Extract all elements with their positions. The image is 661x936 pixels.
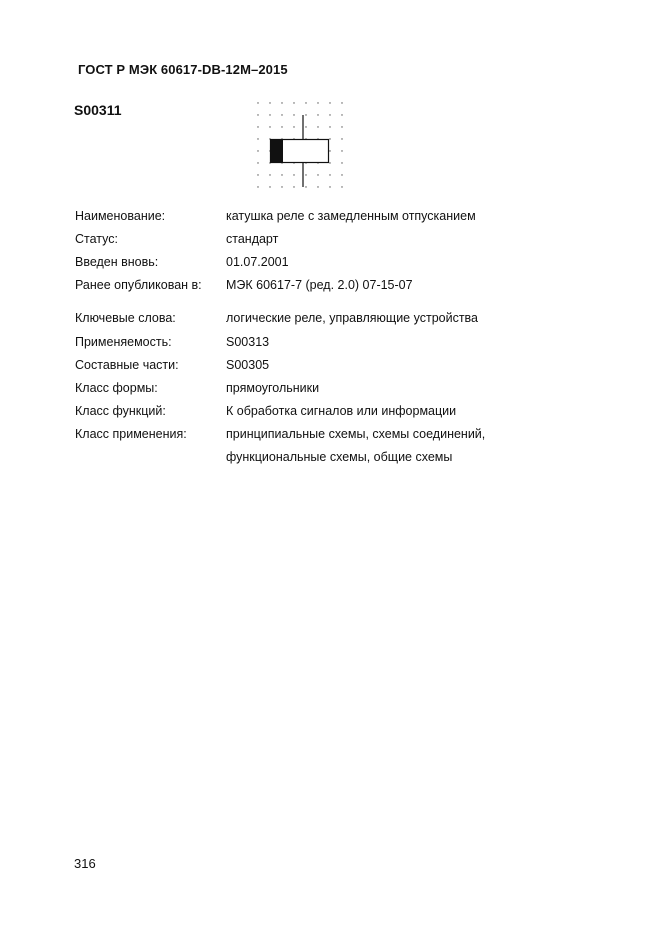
grid-dot <box>341 162 342 163</box>
field-row <box>75 376 485 399</box>
grid-dot <box>341 186 342 187</box>
symbol-code: S00311 <box>74 102 122 118</box>
field-value: МЭК 60617-7 (ред. 2.0) 07-15-07 <box>226 278 413 293</box>
grid-dot <box>341 174 342 175</box>
field-label: Класс функций: <box>75 404 166 419</box>
grid-dot <box>281 126 282 127</box>
field-value: S00313 <box>226 334 270 349</box>
grid-dot <box>305 174 306 175</box>
grid-dot <box>305 102 306 103</box>
grid-dot <box>269 174 270 175</box>
grid-dot <box>257 174 258 175</box>
grid-dot <box>341 150 342 151</box>
grid-dot <box>329 186 330 187</box>
field-value: принципиальные схемы, схемы соединений, <box>226 427 486 442</box>
grid-dot <box>293 102 294 103</box>
field-value: логические реле, управляющие устройства <box>226 311 479 326</box>
field-label: Класс формы: <box>75 380 158 395</box>
grid-dot <box>257 102 258 103</box>
section-gap <box>75 297 485 307</box>
grid-dot <box>329 102 330 103</box>
field-row <box>75 446 485 469</box>
document-header: ГОСТ Р МЭК 60617-DB-12M–2015 <box>78 62 288 77</box>
field-label: Ключевые слова: <box>75 311 176 326</box>
grid-dot <box>341 114 342 115</box>
grid-dot <box>305 114 306 115</box>
grid-dot <box>269 186 270 187</box>
grid-dot <box>281 186 282 187</box>
field-value: катушка реле с замедленным отпусканием <box>226 208 476 223</box>
field-row <box>75 330 485 353</box>
grid-dot <box>269 102 270 103</box>
grid-dot <box>269 114 270 115</box>
grid-dot <box>329 174 330 175</box>
grid-dot <box>257 114 258 115</box>
field-value: прямоугольники <box>226 380 320 395</box>
field-value: 01.07.2001 <box>226 254 289 269</box>
field-label: Наименование: <box>75 208 166 223</box>
page-number: 316 <box>74 856 96 871</box>
field-value: К обработка сигналов или информации <box>226 404 457 419</box>
grid-dot <box>293 174 294 175</box>
field-row <box>75 353 485 376</box>
grid-dot <box>329 114 330 115</box>
coil-slow-release-marker <box>271 140 283 162</box>
field-label: Статус: <box>75 231 118 246</box>
field-row <box>75 227 485 250</box>
grid-dot <box>257 126 258 127</box>
grid-dot <box>341 126 342 127</box>
field-value: стандарт <box>226 231 279 246</box>
grid-dot <box>305 186 306 187</box>
field-label: Класс применения: <box>75 427 187 442</box>
grid-dot <box>317 114 318 115</box>
grid-dot <box>341 138 342 139</box>
properties-table <box>75 204 485 469</box>
grid-dot <box>293 186 294 187</box>
grid-dot <box>329 126 330 127</box>
grid-dot <box>257 162 258 163</box>
grid-dot <box>329 162 330 163</box>
grid-dot <box>317 186 318 187</box>
grid-dot <box>317 174 318 175</box>
grid-dot <box>317 126 318 127</box>
field-value: функциональные схемы, общие схемы <box>226 450 453 465</box>
field-row <box>75 307 485 330</box>
grid-dot <box>341 102 342 103</box>
grid-dot <box>329 150 330 151</box>
grid-dot <box>281 114 282 115</box>
field-value: S00305 <box>226 357 270 372</box>
grid-dot <box>269 126 270 127</box>
grid-dot <box>293 114 294 115</box>
grid-dot <box>257 138 258 139</box>
grid-dot <box>293 126 294 127</box>
grid-dot <box>305 126 306 127</box>
grid-dot <box>317 102 318 103</box>
field-label: Применяемость: <box>75 334 172 349</box>
grid-dot <box>281 174 282 175</box>
field-row <box>75 400 485 423</box>
field-row <box>75 204 485 227</box>
field-row <box>75 274 485 297</box>
field-row <box>75 250 485 273</box>
field-label: Ранее опубликован в: <box>75 278 202 293</box>
field-label: Составные части: <box>75 357 179 372</box>
grid-dot <box>329 138 330 139</box>
grid-dot <box>257 150 258 151</box>
relay-coil-slow-release-icon <box>252 97 348 198</box>
field-row <box>75 423 485 446</box>
grid-dot <box>281 102 282 103</box>
grid-dot <box>257 186 258 187</box>
field-label: Введен вновь: <box>75 254 159 269</box>
symbol-svg <box>252 97 348 193</box>
